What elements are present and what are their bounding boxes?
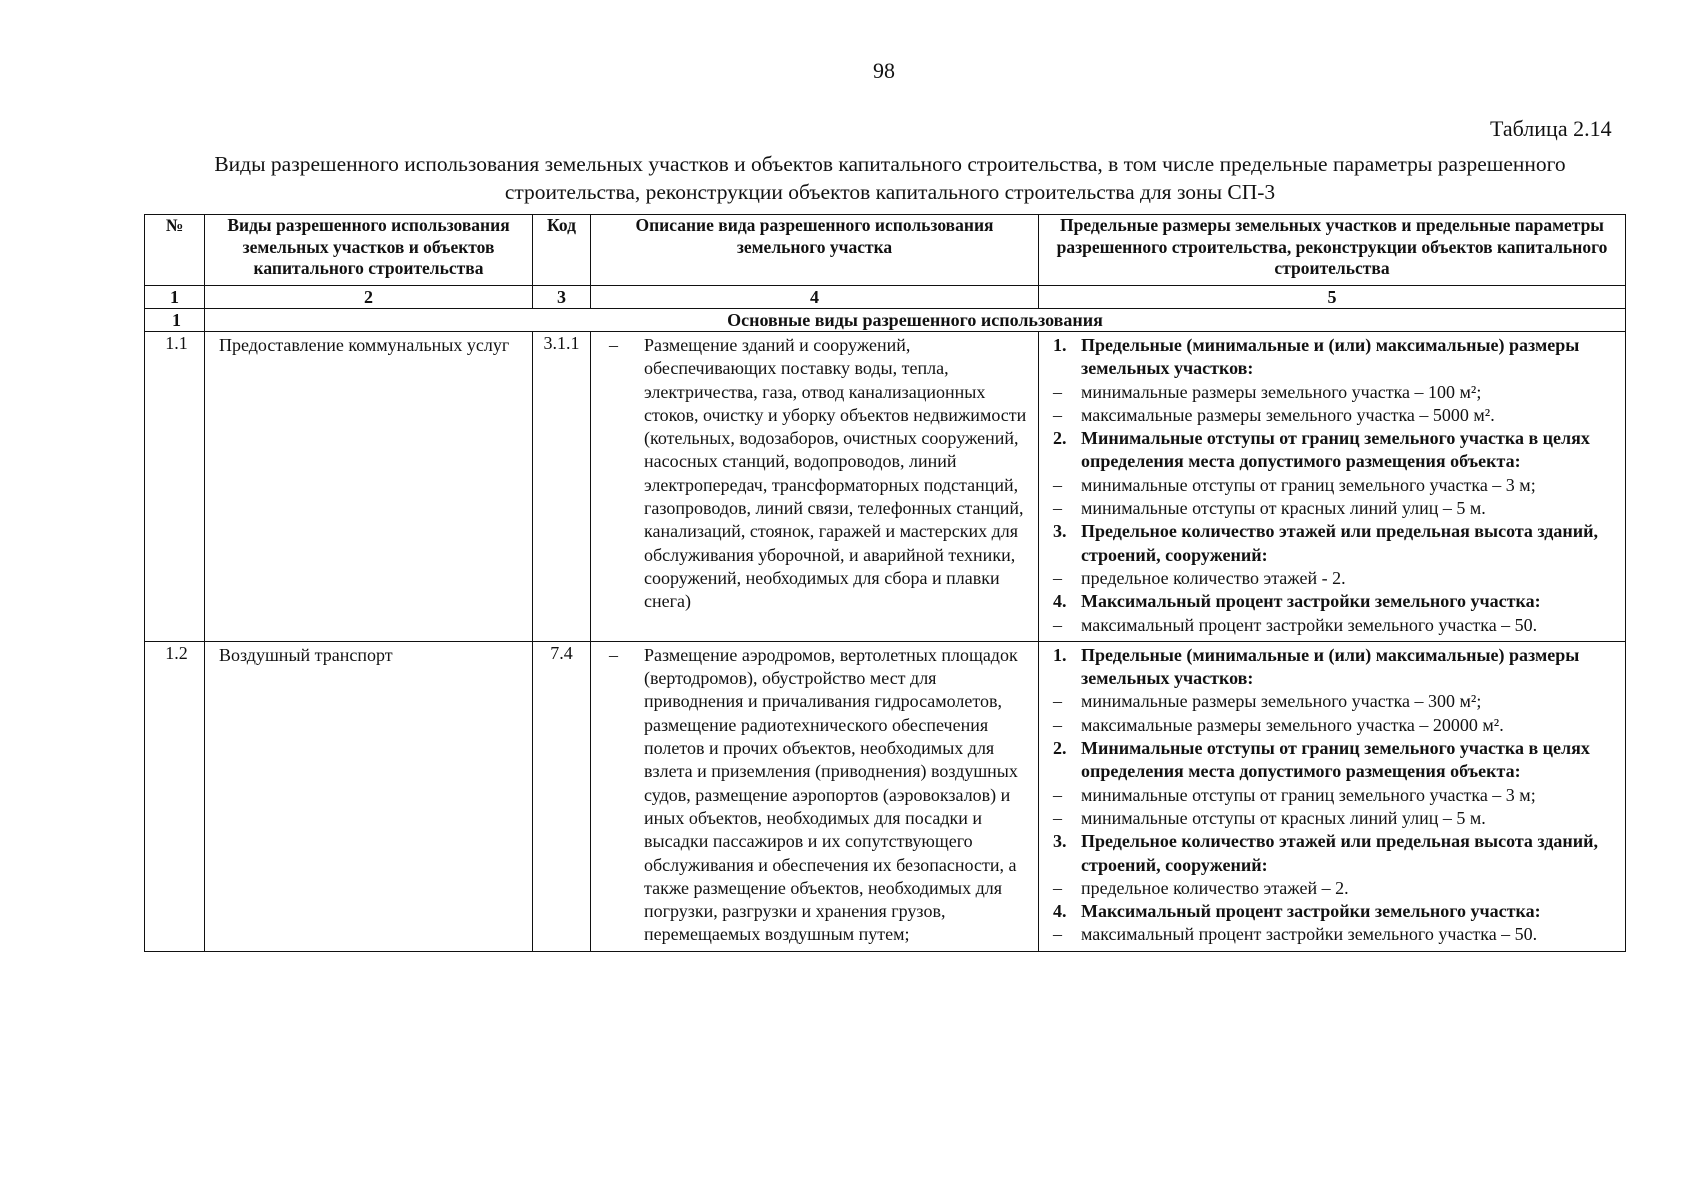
description-text: Размещение аэродромов, вертолетных площадок (вертодромов), обустройство мест для приводнения и причаливания гидросамолетов, размещение радиотехнического обеспечения полетов и прочих объектов, необходимых для взлета и приземления (приводнения) воздушных судов, размещение аэропортов (аэровокзалов) и иных объектов, необходимых для посадки и высадки пассажиров и их сопутствующего обслуживания и обеспечения их безопасности, а также размещение объектов, необходимых для погрузки, разгрузки и хранения грузов, перемещаемых воздушным путем; xyxy=(644,644,1018,945)
limit-heading: 4. Максимальный процент застройки земельного участка: xyxy=(1053,591,1541,612)
table-label: Таблица 2.14 xyxy=(1490,116,1612,141)
header-num: № xyxy=(145,215,205,286)
limit-item: – минимальные размеры земельного участка – 100 м²; xyxy=(1053,381,1482,402)
limit-item: – минимальные отступы от красных линий улиц – 5 м. xyxy=(1053,807,1486,828)
column-number: 4 xyxy=(591,286,1039,309)
limit-item: – максимальный процент застройки земельного участка – 50. xyxy=(1053,614,1538,635)
limits-cell xyxy=(1039,332,1626,642)
dash-marker: – xyxy=(609,644,618,665)
column-number-row xyxy=(145,286,1626,309)
header-kind: Виды разрешенного использования земельных участков и объектов капитального строительства xyxy=(205,215,533,286)
use-description xyxy=(591,332,1039,642)
limit-heading: 1. Предельные (минимальные и (или) максимальные) размеры земельных участков: xyxy=(1053,335,1580,379)
use-description xyxy=(591,641,1039,951)
use-kind: Воздушный транспорт xyxy=(205,641,533,951)
section-title: Основные виды разрешенного использования xyxy=(205,309,1626,332)
header-row xyxy=(145,215,1626,286)
limit-heading: 3. Предельное количество этажей или предельная высота зданий, строений, сооружений: xyxy=(1053,521,1599,565)
column-number: 5 xyxy=(1039,286,1626,309)
limit-item: – максимальные размеры земельного участка – 20000 м². xyxy=(1053,714,1504,735)
zoning-table xyxy=(144,214,1626,952)
limit-item: – минимальные отступы от границ земельного участка – 3 м; xyxy=(1053,784,1536,805)
table-caption: Виды разрешенного использования земельных участков и объектов капитального строительства, в том числе предельные параметры разрешенного строительства, реконструкции объектов капитального строительства для зоны СП-3 xyxy=(214,152,1566,204)
dash-marker: – xyxy=(609,335,618,355)
column-number: 1 xyxy=(145,286,205,309)
section-number: 1 xyxy=(145,309,205,332)
limit-heading: 3. Предельное количество этажей или предельная высота зданий, строений, сооружений: xyxy=(1053,831,1599,875)
table-row xyxy=(145,332,1626,642)
limit-heading: 2. Минимальные отступы от границ земельного участка в целях определения места допустимого размещения объекта: xyxy=(1053,428,1590,472)
description-text: Размещение зданий и сооружений, обеспечивающих поставку воды, тепла, электричества, газа, отвод канализационных стоков, очистку и уборку объектов недвижимости (котельных, водозаборов, очистных сооружений, насосных станций, водопроводов, линий электропередач, трансформаторных подстанций, газопроводов, линий связи, телефонных станций, канализаций, стоянок, гаражей и мастерских для обслуживания уборочной, и аварийной техники, сооружений, необходимых для сбора и плавки снега) xyxy=(644,335,1027,612)
limit-item: – минимальные размеры земельного участка – 300 м²; xyxy=(1053,691,1482,712)
limit-item: – минимальные отступы от красных линий улиц – 5 м. xyxy=(1053,498,1486,519)
page-number: 98 xyxy=(873,58,895,83)
limits-cell xyxy=(1039,641,1626,951)
limit-item: – предельное количество этажей - 2. xyxy=(1053,567,1346,588)
limit-item: – минимальные отступы от границ земельного участка – 3 м; xyxy=(1053,474,1536,495)
row-number: 1.2 xyxy=(145,641,205,951)
limit-item: – предельное количество этажей – 2. xyxy=(1053,877,1349,898)
row-number: 1.1 xyxy=(145,332,205,642)
use-code: 7.4 xyxy=(533,641,591,951)
table-row xyxy=(145,641,1626,951)
column-number: 3 xyxy=(533,286,591,309)
limit-heading: 2. Минимальные отступы от границ земельного участка в целях определения места допустимого размещения объекта: xyxy=(1053,738,1590,782)
limit-heading: 1. Предельные (минимальные и (или) максимальные) размеры земельных участков: xyxy=(1053,644,1580,689)
limit-item: – максимальный процент застройки земельного участка – 50. xyxy=(1053,924,1538,945)
header-limits: Предельные размеры земельных участков и предельные параметры разрешенного строительства, реконструкции объектов капитального строительства xyxy=(1039,215,1626,286)
limit-item: – максимальные размеры земельного участка – 5000 м². xyxy=(1053,404,1495,425)
section-row xyxy=(145,309,1626,332)
column-number: 2 xyxy=(205,286,533,309)
use-code: 3.1.1 xyxy=(533,332,591,642)
limit-heading: 4. Максимальный процент застройки земельного участка: xyxy=(1053,901,1541,922)
use-kind: Предоставление коммунальных услуг xyxy=(205,332,533,642)
header-description: Описание вида разрешенного использования земельного участка xyxy=(591,215,1039,286)
header-code: Код xyxy=(533,215,591,286)
